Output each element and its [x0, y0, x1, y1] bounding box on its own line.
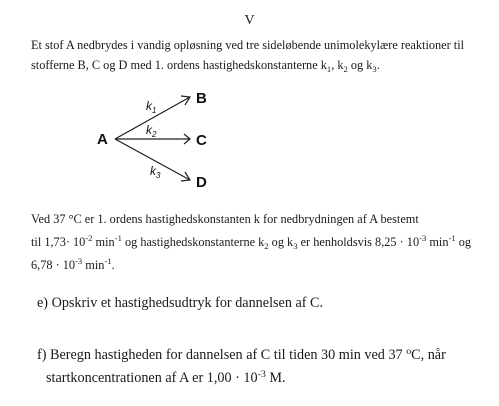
k2-subscript: 2: [343, 64, 348, 74]
k-sub: 3: [156, 171, 161, 180]
k-letter: k: [150, 164, 156, 178]
degree-sign: o: [406, 346, 412, 357]
intro-text: .: [376, 58, 380, 72]
para-text: og: [455, 235, 472, 249]
intro-text: stofferne B, C og D med 1. ordens hastighedskonstanterne k: [31, 58, 327, 72]
exponent: -1: [114, 233, 122, 243]
arrowhead-b: [181, 96, 190, 105]
question-text: f) Beregn hastigheden for dannelsen af C til tiden 30 min ved 37: [37, 347, 407, 363]
question-f-line-2: [46, 370, 286, 387]
k-letter: k: [146, 123, 152, 137]
intro-line-2: [31, 58, 380, 73]
para-text: min: [426, 235, 449, 249]
paragraph-line-1: Ved 37 °C er 1. ordens hastighedskonstanten k for nedbrydningen af A bestemt: [31, 212, 419, 226]
para-text: min: [82, 258, 105, 272]
exponent: -3: [419, 233, 427, 243]
k-sub: 2: [152, 130, 157, 139]
k-letter: k: [146, 99, 152, 113]
k1-subscript: 1: [326, 64, 332, 74]
exponent: -1: [448, 233, 456, 243]
product-label-c: C: [196, 132, 207, 149]
para-text: min: [92, 235, 115, 249]
para-text: og k: [268, 235, 294, 249]
k3-subscript: 3: [372, 64, 377, 74]
intro-line-1: Et stof A nedbrydes i vandig opløsning ved tre sideløbende unimolekylære reaktioner til: [31, 38, 465, 52]
k2-label: [146, 123, 157, 139]
reactant-label-a: A: [97, 131, 108, 148]
product-label-b: B: [196, 90, 207, 107]
k3-label: [150, 164, 161, 180]
para-text: til 1,73· 10: [31, 235, 86, 249]
question-text: C, når: [411, 347, 446, 363]
exponent: -1: [104, 256, 112, 266]
product-label-d: D: [196, 174, 207, 191]
para-text: 6,78 · 10: [31, 258, 76, 272]
question-text: startkoncentrationen af A er 1,00 · 10: [46, 370, 258, 386]
para-text: er henholdsvis 8,25 · 10: [297, 235, 420, 249]
question-f-line-1: [37, 347, 446, 364]
section-heading: V: [244, 13, 255, 28]
subscript: 3: [293, 241, 298, 251]
para-text: og hastighedskonstanterne k: [121, 235, 265, 249]
question-text: M.: [265, 370, 286, 386]
intro-text: og k: [347, 58, 373, 72]
intro-text: , k: [331, 58, 344, 72]
question-e: e) Opskriv et hastighedsudtryk for dannelsen af C.: [37, 295, 324, 311]
reaction-scheme-diagram: [95, 88, 220, 193]
subscript: 2: [264, 241, 269, 251]
paragraph-line-2: [31, 235, 471, 250]
paragraph-line-3: [31, 258, 115, 273]
exponent: -3: [257, 369, 266, 380]
k1-label: [146, 99, 156, 115]
para-text: .: [111, 258, 115, 272]
exponent: -2: [85, 233, 93, 243]
exponent: -3: [75, 256, 83, 266]
k-sub: 1: [152, 106, 157, 115]
